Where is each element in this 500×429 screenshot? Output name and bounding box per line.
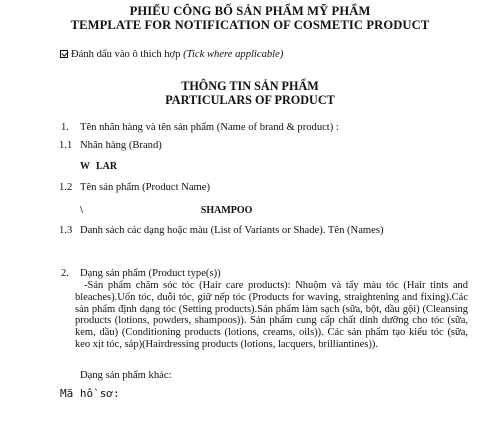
item-1-1-label: Nhãn hàng (Brand): [80, 140, 162, 151]
section-title-en: PARTICULARS OF PRODUCT: [165, 93, 335, 107]
brand-value-part-a: W: [80, 161, 90, 172]
product-name-part-a: \: [80, 205, 83, 216]
document-title-vi: PHIẾU CÔNG BỐ SẢN PHẨM MỸ PHẨM: [129, 4, 371, 18]
other-product-type-label: Dạng sản phẩm khác:: [80, 370, 172, 381]
tick-note-vi: Đánh dấu vào ô thích hợp: [71, 49, 181, 60]
brand-value: [80, 161, 117, 172]
file-code-label: Mã hồ sơ:: [60, 387, 120, 400]
item-1-label: Tên nhãn hàng và tên sản phẩm (Name of brand & product) :: [80, 122, 339, 133]
item-2-number: 2.: [61, 268, 69, 279]
tick-note-en: (Tick where applicable): [183, 49, 284, 60]
item-1-3-number: 1.3: [59, 225, 73, 236]
item-1-2-number: 1.2: [59, 182, 73, 193]
document-title-en: TEMPLATE FOR NOTIFICATION OF COSMETIC PRODUCT: [70, 18, 430, 32]
tick-note: [60, 49, 283, 60]
item-1-1-number: 1.1: [59, 140, 73, 151]
section-title-vi: THÔNG TIN SẢN PHẨM: [181, 79, 319, 93]
brand-value-part-b: LAR: [96, 161, 118, 172]
product-name-value: [80, 205, 252, 216]
item-2-label: Dạng sản phẩm (Product type(s)): [80, 268, 221, 279]
item-1-number: 1.: [61, 122, 69, 133]
checkbox-checked-icon: [60, 50, 68, 58]
product-name-part-b: SHAMPOO: [200, 205, 253, 216]
product-type-description: -Sản phẩm chăm sóc tóc (Hair care products): Nhuộm và tẩy màu tóc (Hair tints and bleaches).Uốn tóc, duỗi tóc, giữ nếp tóc (Products for waving, straightening and fixing).Các sản phẩm định dạng tóc (Setting products).Sản phẩm làm sạch (sữa, bột, dầu gội) (Cleansing products (lotions, powders, shampoos)). Sản phẩm cung cấp chất dinh dưỡng cho tóc (sữa, kem, dầu) (Conditioning products (lotions, creams, oils)). Các sản phẩm tạo kiểu tóc (sữa, keo xịt tóc, sáp)(Hairdressing products (lotions, lacquers, brilliantines)).: [75, 280, 468, 350]
item-1-3-label: Danh sách các dạng hoặc màu (List of Variants or Shade). Tên (Names): [80, 225, 384, 236]
item-1-2-label: Tên sản phẩm (Product Name): [80, 182, 211, 193]
